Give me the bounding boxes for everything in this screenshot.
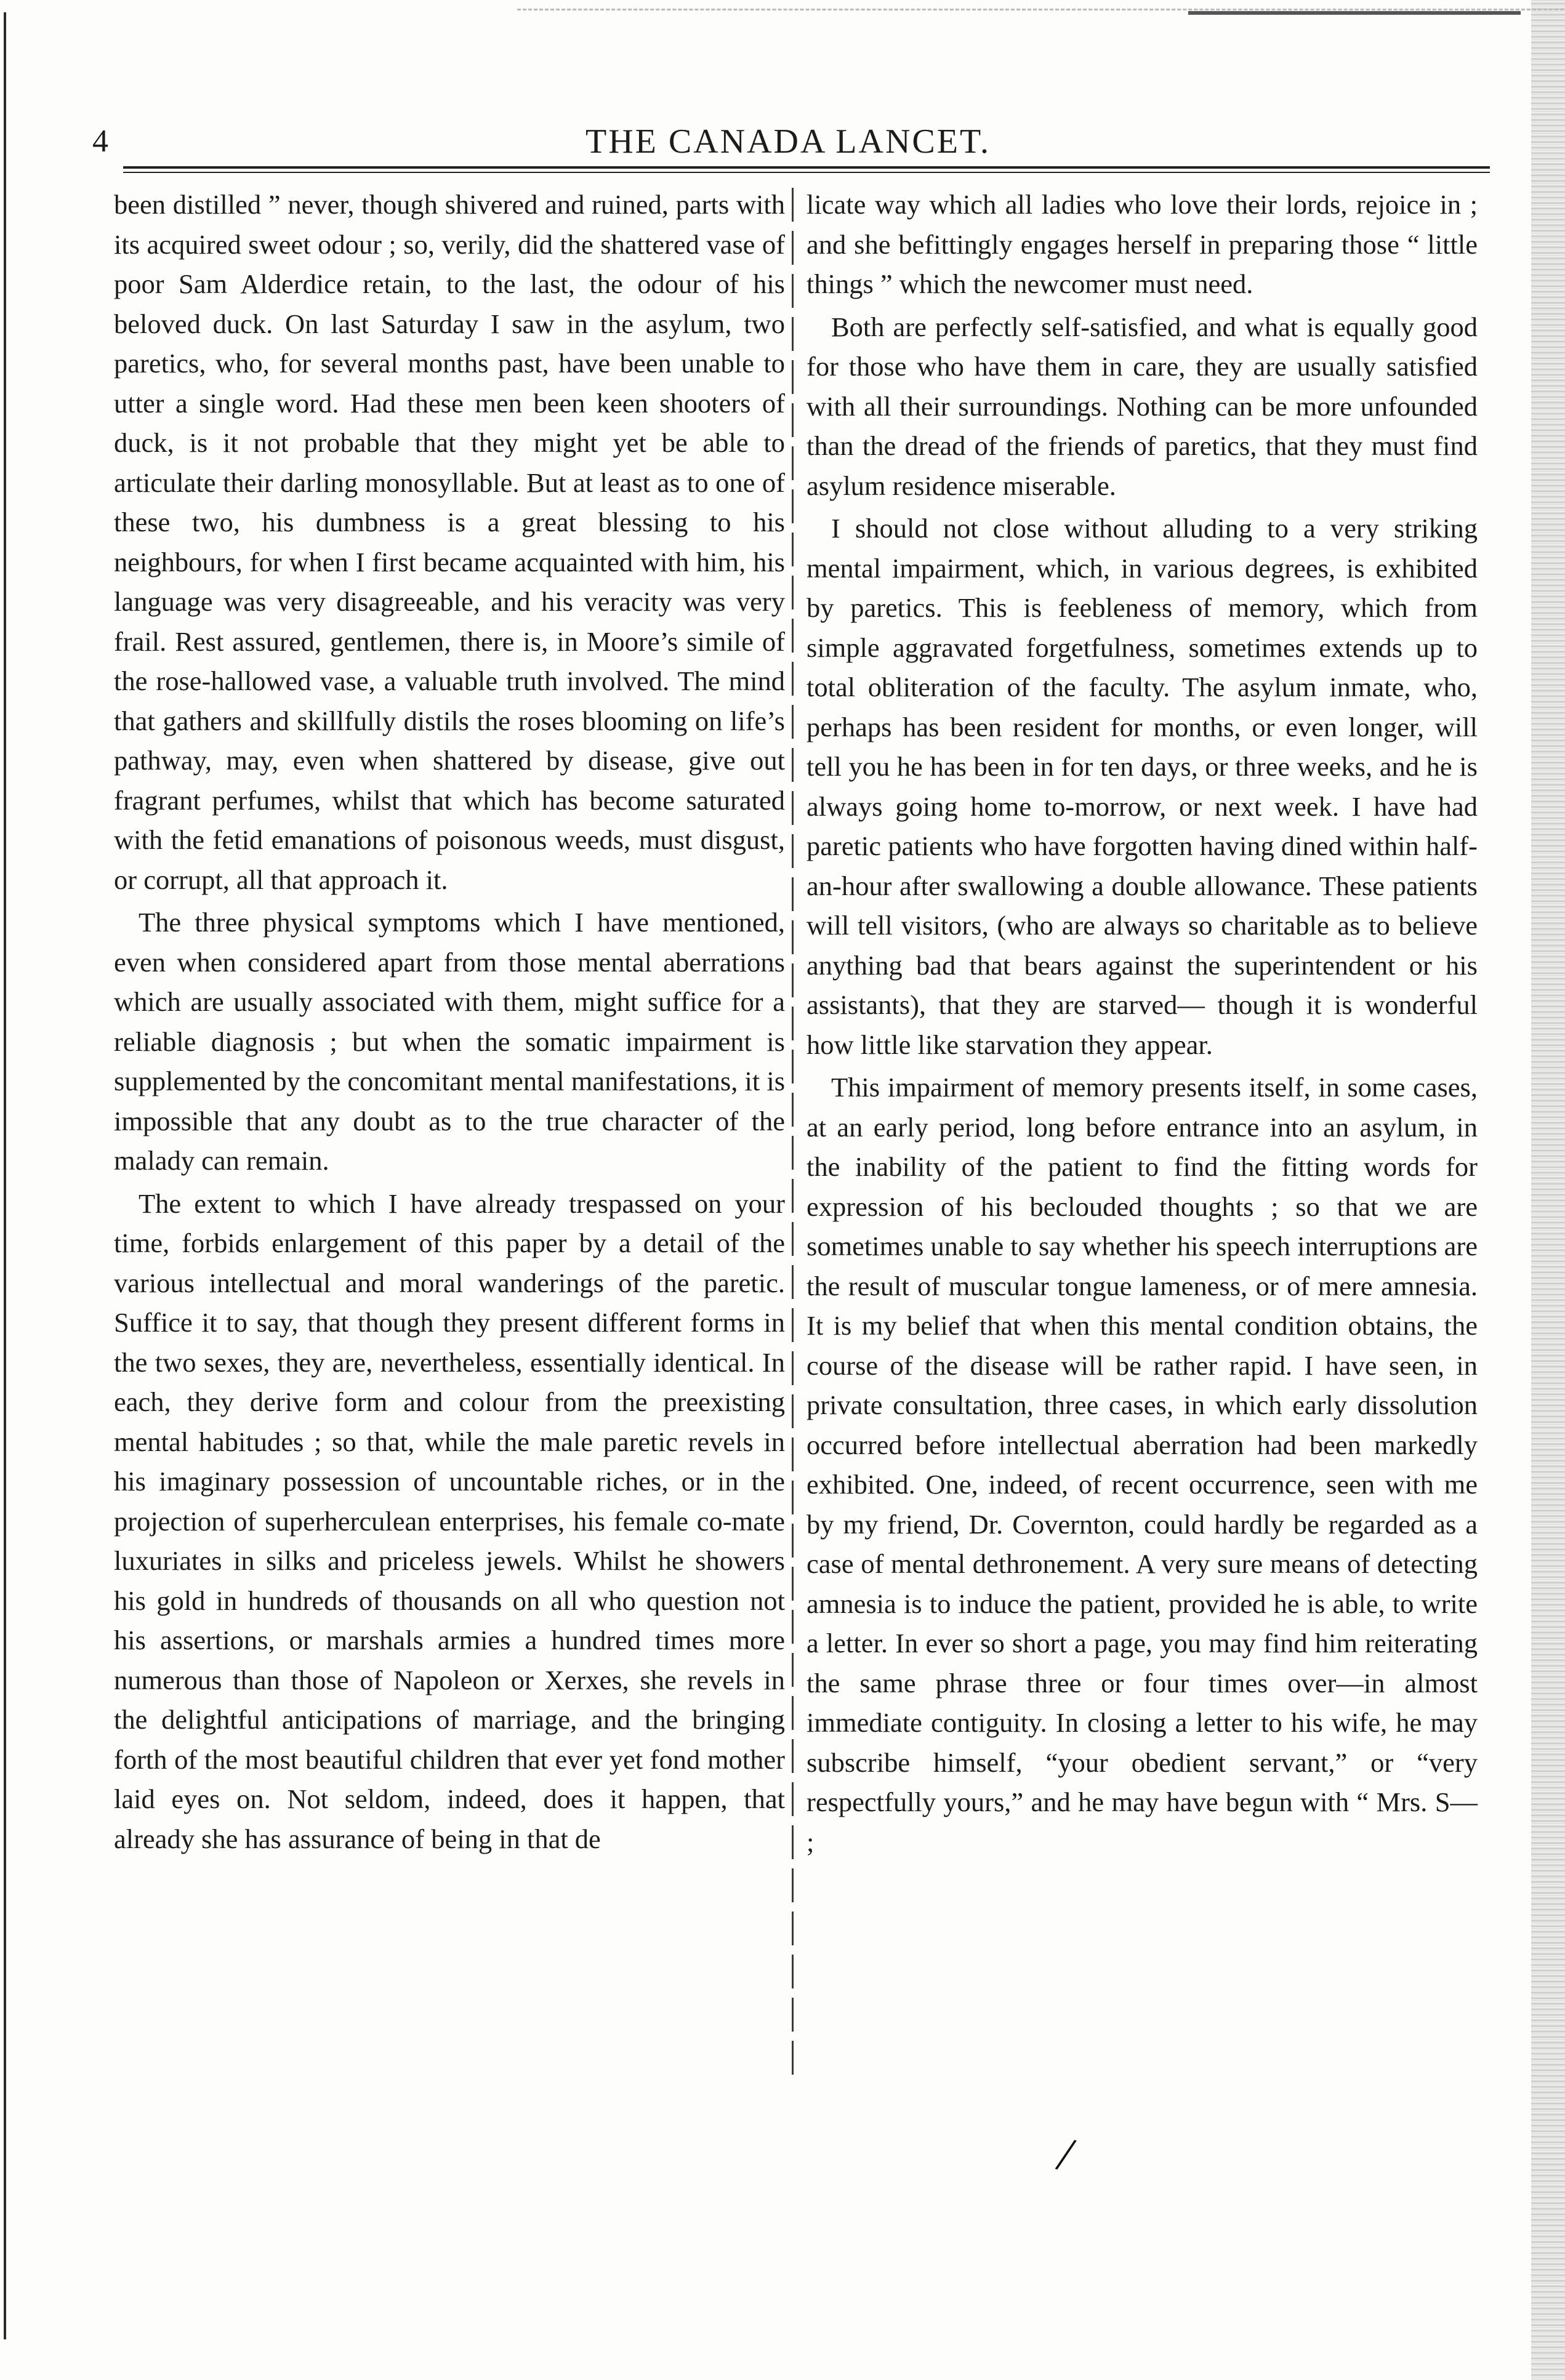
left-paragraph-1: been distilled ” never, though shivered and ruined, parts with its acquired sweet odour ; so, verily, did the shattered vase of poor Sam Alderdice retain, to the last, the odour of his beloved duck. On last Saturday I saw in the asylum, two paretics, who, for several months past, have been unable to utter a single word. Had these men been keen shooters of duck, is it not probable that they might yet be able to articulate their darling monosyllable. But at least as to one of these two, his dumbness is a great blessing to his neighbours, for when I first became acquainted with him, his language was very disagreeable, and his veracity was very frail. Rest assured, gentlemen, there is, in Moore’s simile of the rose-hallowed vase, a valuable truth involved. The mind that gathers and skillfully distils the roses blooming on life’s pathway, may, even when shattered by disease, give out fragrant perfumes, whilst that which has become saturated with the fetid emanations of poisonous weeds, must disgust, or corrupt, all that approach it. [114, 189, 785, 895]
stray-ink-mark: / [1052, 2126, 1080, 2183]
right-paragraph-3: I should not close without alluding to a very striking mental impairment, which, in various degrees, is exhibited by paretics. This is feebleness of memory, which from simple aggravated forgetfulness, sometimes extends up to total obliteration of the faculty. The asylum inmate, who, perhaps has been resident for months, or even longer, will tell you he has been in for ten days, or three weeks, and he is always going home to-morrow, or next week. I have had paretic patients who have forgotten having dined within half-an-hour after swallowing a double allowance. These patients will tell visitors, (who are always so charitable as to believe anything bad that bears against the superintendent or his assistants), that they are starved— though it is wonderful how little like starvation they appear. [807, 513, 1478, 1060]
right-paragraph-1: licate way which all ladies who love their lords, rejoice in ; and she befittingly engages herself in preparing those “ little things ” which the newcomer must need. [807, 189, 1478, 299]
right-column [807, 185, 1478, 1862]
header-rule [123, 166, 1490, 173]
left-paragraph-2: The three physical symptoms which I have mentioned, even when considered apart from those mental aberrations which are usually associated with them, might suffice for a reliable diagnosis ; but when the somatic impairment is supplemented by the concomitant mental manifestations, it is impossible that any doubt as to the true character of the malady can remain. [114, 907, 786, 1176]
left-column [114, 185, 785, 1859]
left-paragraph-3: The extent to which I have already trespassed on your time, forbids enlargement of this paper by a detail of the various intellectual and moral wanderings of the paretic. Suffice it to say, that though they present different forms in the two sexes, they are, nevertheless, essentially identical. In each, they derive form and colour from the preexisting mental habitudes ; so that, while the male paretic revels in his imaginary possession of uncountable riches, or in the projection of superherculean enterprises, his female co-mate luxuriates in silks and priceless jewels. Whilst he showers his gold in hundreds of thousands on all who question not his assertions, or marshals armies a hundred times more numerous than those of Napoleon or Xerxes, she revels in the delightful anticipations of marriage, and the bringing forth of the most beautiful children that ever yet fond mother laid eyes on. Not seldom, indeed, does it happen, that already she has assurance of being in that de [114, 1188, 785, 1854]
scan-edge-noise [1531, 0, 1565, 2380]
right-paragraph-2: Both are perfectly self-satisfied, and what is equally good for those who have them in care, they are usually satisfied with all their surroundings. Nothing can be more unfounded than the dread of the friends of paretics, that they must find asylum residence miserable. [807, 311, 1478, 501]
page-number: 4 [92, 124, 108, 159]
column-divider [792, 188, 794, 2084]
top-dark-bar [1188, 11, 1521, 15]
journal-title: THE CANADA LANCET. [585, 123, 991, 161]
left-binding-rule [4, 12, 6, 2339]
running-header [80, 123, 1496, 172]
right-paragraph-4: This impairment of memory presents itself, in some cases, at an early period, long before entrance into an asylum, in the inability of the patient to find the fitting words for expression of his beclouded thoughts ; so that we are sometimes unable to say whether his speech interruptions are the result of muscular tongue lameness, or of mere amnesia. It is my belief that when this mental condition obtains, the course of the disease will be rather rapid. I have seen, in private consultation, three cases, in which early dissolution occurred before intellectual aberration had been markedly exhibited. One, indeed, of recent occurrence, seen with me by my friend, Dr. Covernton, could hardly be regarded as a case of mental dethronement. A very sure means of detecting amnesia is to induce the patient, provided he is able, to write a letter. In ever so short a page, you may find him reiterating the same phrase three or four times over—in almost immediate contiguity. In closing a letter to his wife, he may subscribe himself, “your obedient servant,” or “very respectfully yours,” and he may have begun with “ Mrs. S— ; [807, 1072, 1478, 1857]
